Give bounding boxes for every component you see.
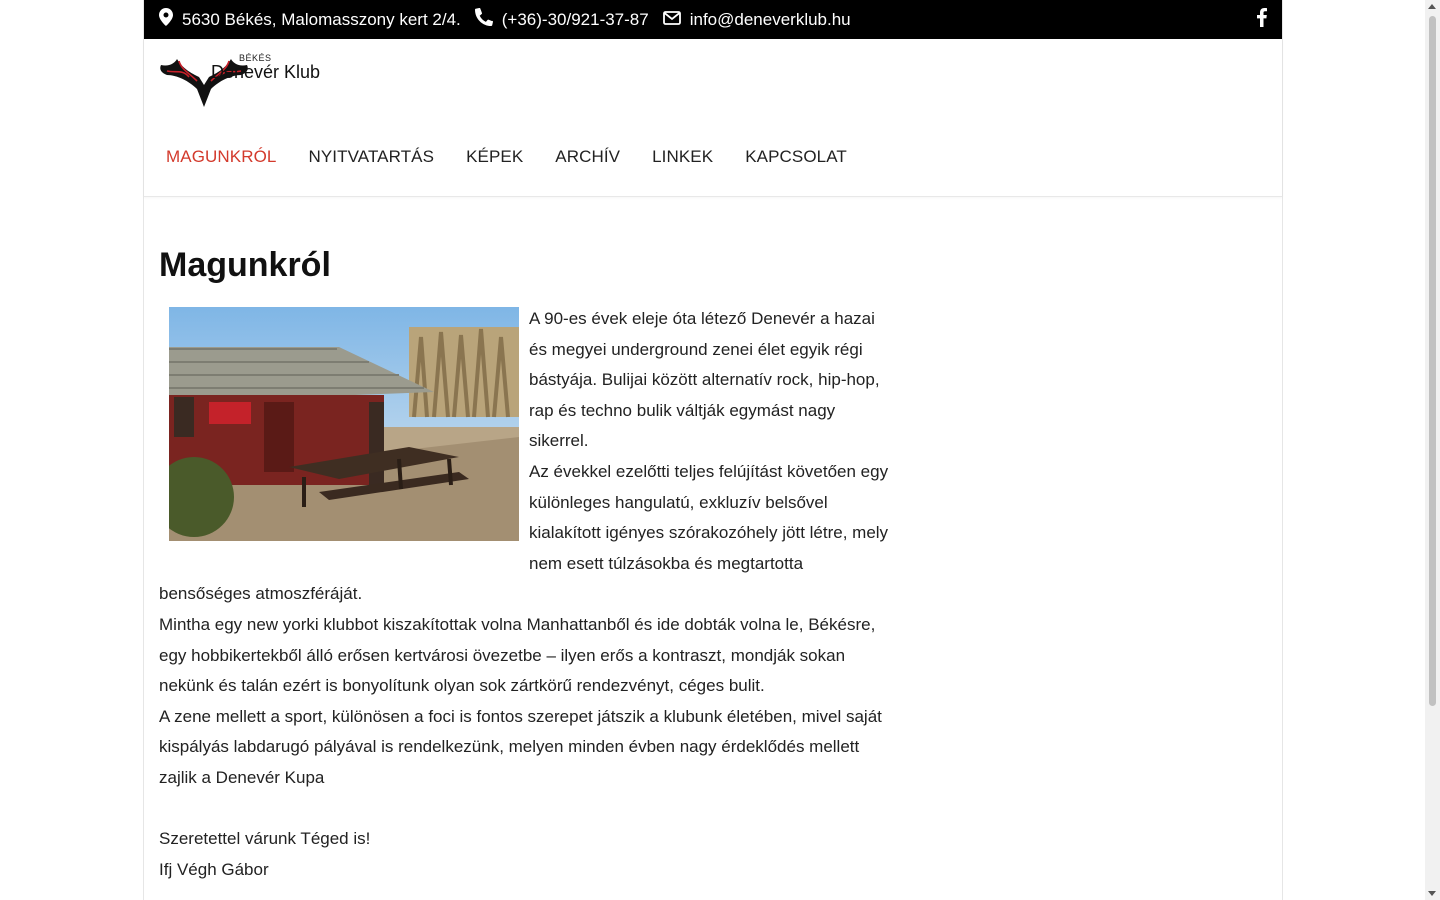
address-text: 5630 Békés, Malomasszony kert 2/4. — [182, 9, 461, 29]
address-item — [159, 8, 461, 31]
page-scrollbar[interactable] — [1425, 0, 1440, 900]
paragraph-3: Mintha egy new yorki klubbot kiszakítottak volna Manhattanből és ide dobták volna le, Békésre, egy hobbikertekből álló erősen kertvárosi övezetbe – ilyen erős a kontraszt, mondják sokan nekünk és talán ezért is bonyolítunk olyan sok zártkörű rendezvényt, céges bulit. — [159, 614, 876, 696]
scrollbar-thumb[interactable] — [1429, 16, 1436, 706]
scroll-down-arrow-icon[interactable] — [1428, 891, 1436, 896]
logo-big-text: Denevér Klub — [211, 62, 321, 82]
phone-text: (+36)-30/921-37-87 — [501, 9, 649, 29]
envelope-icon — [663, 10, 690, 30]
page-container — [143, 0, 1283, 900]
article-body — [159, 304, 889, 885]
site-header — [144, 39, 1282, 197]
paragraph-1: A 90-es évek eleje óta létező Denevér a hazai és megyei underground zenei élet egyik régi bástyája. Bulijai között alternatív rock, hip-hop, rap és techno bulik váltják egymást nagy sikerrel. — [529, 309, 880, 451]
nav-item-kapcsolat[interactable]: KAPCSOLAT — [745, 147, 847, 166]
logo-small-text: BÉKÉS — [239, 53, 272, 63]
facebook-link[interactable] — [1257, 8, 1267, 32]
spacer-line — [159, 794, 889, 825]
closing-line: Szeretettel várunk Téged is! — [159, 829, 371, 849]
map-pin-icon — [159, 8, 182, 31]
signature: Ifj Végh Gábor — [159, 859, 269, 879]
club-photo — [169, 307, 519, 541]
phone-icon — [475, 8, 502, 31]
email-text: info@deneverklub.hu — [689, 9, 851, 29]
nav-item-archiv[interactable]: ARCHÍV — [555, 147, 621, 166]
phone-item[interactable] — [475, 8, 649, 31]
page-title: Magunkról — [159, 246, 331, 284]
nav-item-kepek[interactable]: KÉPEK — [466, 147, 524, 166]
paragraph-4: A zene mellett a sport, különösen a foci is fontos szerepet játszik a klubunk életében, mivel saját kispályás labdarugó pályával is rendelkezünk, melyen minden évben nagy érdeklődés mellett zajlik a Denevér Kupa — [159, 706, 882, 787]
nav-item-linkek[interactable]: LINKEK — [652, 147, 714, 166]
nav-item-magunkrol[interactable]: MAGUNKRÓL — [166, 147, 277, 166]
facebook-icon — [1257, 8, 1267, 32]
top-contact-bar — [144, 0, 1282, 39]
email-item[interactable] — [663, 10, 851, 30]
main-content — [159, 246, 889, 885]
main-nav — [166, 147, 879, 167]
nav-item-nyitvatartas[interactable]: NYITVATARTÁS — [308, 147, 435, 166]
site-logo[interactable] — [159, 53, 324, 115]
scroll-up-arrow-icon[interactable] — [1428, 4, 1436, 9]
paragraph-2: Az évekkel ezelőtti teljes felújítást követően egy különleges hangulatú, exkluzív belsővel kialakított igényes szórakozóhely jött létre, mely nem esett túlzásokba és megtartotta bensőséges atmoszféráját. — [159, 461, 889, 604]
